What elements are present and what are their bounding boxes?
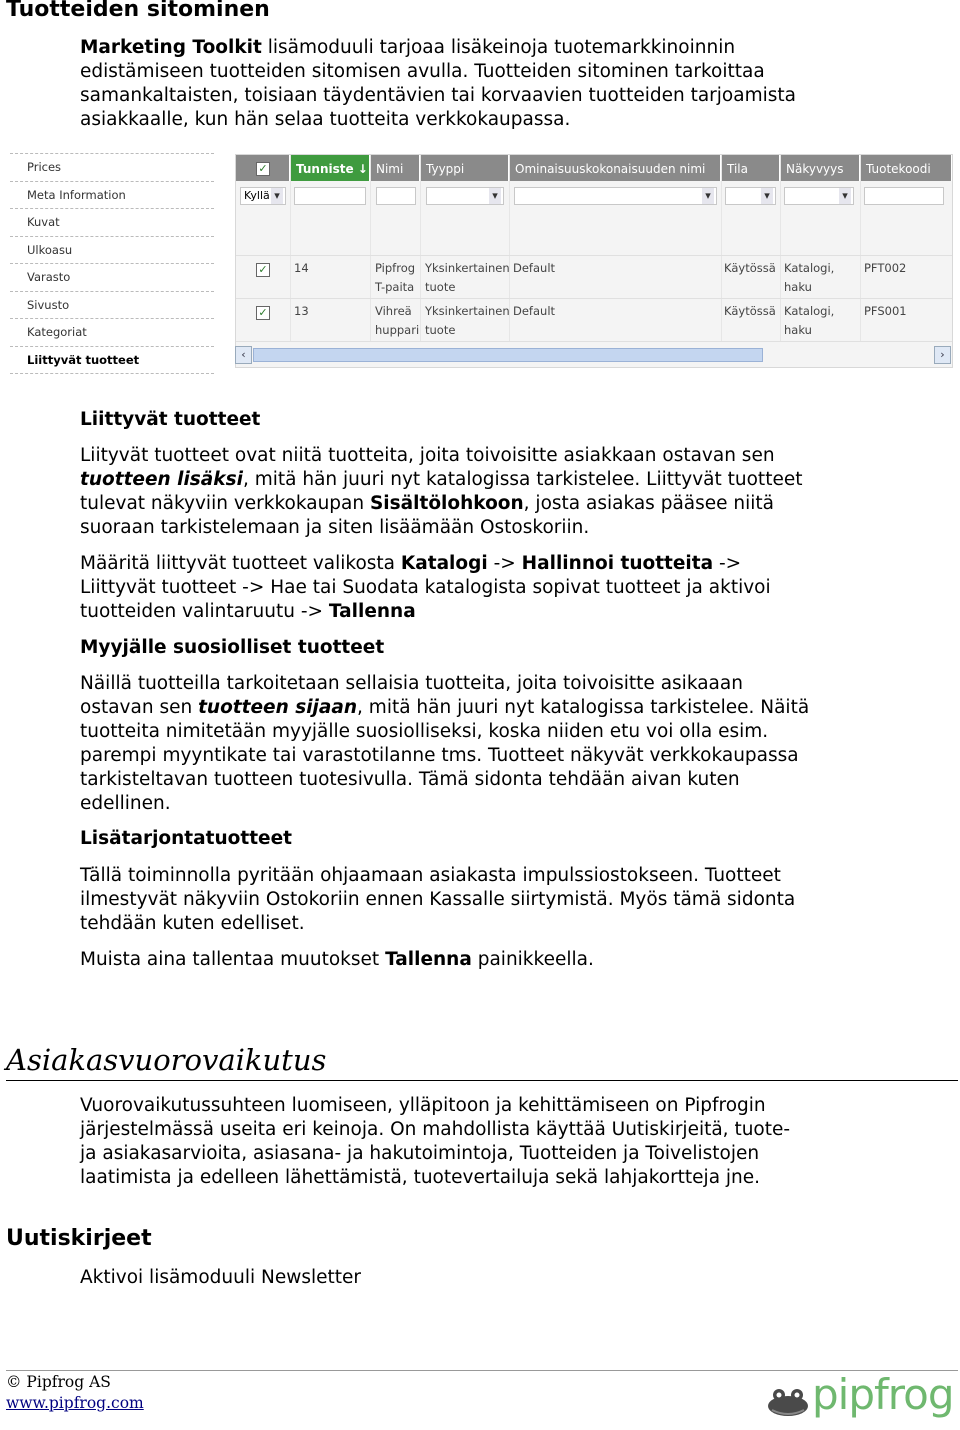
row-status: Käytössä (724, 304, 776, 318)
section2-rule (6, 1080, 958, 1081)
filter-ominaisuus[interactable] (514, 187, 717, 205)
filter-nimi[interactable] (376, 187, 416, 205)
sidebar-item-liittyvat-tuotteet[interactable]: Liittyvät tuotteet (10, 347, 214, 375)
filter-tuotekoodi[interactable] (864, 187, 944, 205)
related-instructions: Määritä liittyvät tuotteet valikosta Katalogi -> Hallinnoi tuotteita -> Liittyvät tuotteet -> Hae tai Suodata katalogista sopivat tuotteet ja aktivoi tuotteiden valintaruutu -> Tallenna (80, 553, 771, 622)
sidebar-item-varasto[interactable]: Varasto (10, 264, 214, 292)
row-visibility: Katalogi, haku (784, 304, 835, 337)
save-reminder: Muista aina tallentaa muutokset Tallenna painikkeella. (80, 949, 594, 970)
filter-tyyppi[interactable] (426, 187, 504, 205)
crosssell-paragraph: Tällä toiminnolla pyritään ohjaamaan asiakasta impulssiostokseen. Tuotteet ilmestyvät näkyviin Ostokoriin ennen Kassalle siirtymistä. Myös tämä sidonta tehdään kuten edelliset. (80, 865, 796, 934)
row-name: Vihreä huppari (375, 304, 420, 337)
scroll-thumb[interactable] (253, 348, 763, 362)
upsell-paragraph: Näillä tuotteilla tarkoitetaan sellaisia tuotteita, joita toivoisitte asikaaan ostavan sen tuotteen sijaan, mitä hän juuri nyt katalogissa tarkistelee. Näitä tuotteita nimitetään myyjälle suosiolliseksi, koska niiden etu voi olla esim. parempi myyntikate tai varastotilanne tms. Tuotteet näkyvät verkkokaupassa tarkisteltavan tuotteen tuotesivulla. Tämä sidonta tehdään aivan kuten edellinen. (80, 673, 810, 814)
row-type: Yksinkertainen tuote (425, 304, 510, 337)
sidebar-item-meta-information[interactable]: Meta Information (10, 182, 214, 210)
row-visibility: Katalogi, haku (784, 261, 835, 294)
row-set: Default (513, 304, 556, 318)
col-ominaisuuskokonaisuus[interactable]: Ominaisuuskokonaisuuden nimi (509, 155, 721, 181)
footer-copyright: © Pipfrog AS (6, 1373, 111, 1391)
crosssell-title: Lisätarjontatuotteet (80, 828, 292, 849)
section2-title: Asiakasvuorovaikutus (6, 1043, 327, 1077)
col-nakyvyys[interactable]: Näkyvyys (780, 155, 860, 181)
upsell-title: Myyjälle suosiolliset tuotteet (80, 637, 385, 658)
filter-tunniste[interactable] (294, 187, 366, 205)
row-set: Default (513, 261, 556, 275)
row-id: 13 (294, 304, 309, 318)
sidebar-item-kategoriat[interactable]: Kategoriat (10, 319, 214, 347)
row-name: Pipfrog T-paita (375, 261, 416, 294)
select-all-checkbox[interactable]: ✓ (256, 162, 270, 176)
row-type: Yksinkertainen tuote (425, 261, 510, 294)
col-tuotekoodi[interactable]: Tuotekoodi (860, 155, 952, 181)
select-all-header[interactable] (236, 155, 290, 181)
row-sku: PFT002 (864, 261, 907, 275)
pipfrog-logo (766, 1370, 958, 1426)
row-status: Käytössä (724, 261, 776, 275)
product-grid (235, 154, 953, 368)
horizontal-scrollbar[interactable] (235, 346, 951, 364)
col-tila[interactable]: Tila (721, 155, 780, 181)
scroll-left-icon[interactable]: ‹ (235, 346, 252, 364)
intro-bold: Marketing Toolkit (80, 37, 262, 58)
filter-tila[interactable] (725, 187, 776, 205)
logo-text: pipfrog (812, 1370, 954, 1419)
col-nimi[interactable]: Nimi (370, 155, 420, 181)
scroll-right-icon[interactable]: › (934, 346, 951, 364)
sidebar-item-kuvat[interactable]: Kuvat (10, 209, 214, 237)
filter-nakyvyys[interactable] (784, 187, 854, 205)
row-sku: PFS001 (864, 304, 907, 318)
col-tyyppi[interactable]: Tyyppi (420, 155, 509, 181)
section-title: Tuotteiden sitominen (6, 0, 270, 22)
intro-paragraph: Marketing Toolkit lisämoduuli tarjoaa lisäkeinoja tuotemarkkinoinnin edistämiseen tuotteiden sitomisen avulla. Tuotteiden sitominen tarkoittaa samankaltaisten, toisiaan täydentävien tai korvaavien tuotteiden tarjoamista asiakkaalle, kun hän selaa tuotteita verkkokaupassa. (80, 37, 796, 130)
section2-paragraph: Vuorovaikutussuhteen luomiseen, ylläpitoon ja kehittämiseen on Pipfrogin järjestelmässä useita eri keinoja. On mahdollista käyttää Uutiskirjeitä, tuote- ja asiakasarvioita, asiasana- ja hakutoimintoja, Tuotteiden ja Toivelistojen laatimista ja edelleen lähettämistä, tuotevertailuja sekä lahjakortteja jne. (80, 1095, 791, 1188)
sidebar-item-sivusto[interactable]: Sivusto (10, 292, 214, 320)
related-paragraph: Liityvät tuotteet ovat niitä tuotteita, joita toivoisitte asiakkaan ostavan sen tuotteen lisäksi, mitä hän juuri nyt katalogissa tarkistelee. Liittyvät tuotteet tulevat näkyviin verkkokaupan Sisältölohkoon, josta asiakas pääsee niitä suoraan tarkistelemaan ja siten lisäämään Ostoskoriin. (80, 445, 803, 538)
sidebar-item-ulkoasu[interactable]: Ulkoasu (10, 237, 214, 265)
sidebar-item-prices[interactable]: Prices (10, 154, 214, 182)
row-checkbox[interactable]: ✓ (256, 263, 270, 277)
row-id: 14 (294, 261, 309, 275)
filter-select-kylla[interactable]: Kyllä ▾ (240, 187, 286, 205)
footer-link[interactable]: www.pipfrog.com (6, 1394, 144, 1412)
related-title: Liittyvät tuotteet (80, 409, 261, 430)
admin-sidebar (10, 153, 214, 374)
section3-title: Uutiskirjeet (6, 1226, 152, 1251)
row-checkbox[interactable]: ✓ (256, 306, 270, 320)
col-tunniste[interactable]: Tunniste ↓ (290, 155, 370, 181)
section3-paragraph: Aktivoi lisämoduuli Newsletter (80, 1267, 362, 1288)
